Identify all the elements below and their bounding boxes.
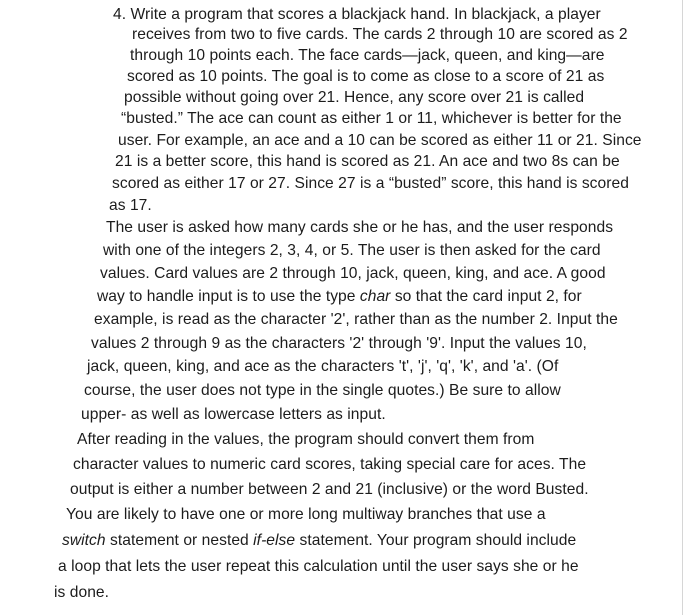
problem-number: 4.: [113, 6, 127, 23]
text-line: switch statement or nested if-else statement. Your program should include: [62, 532, 577, 549]
code-term-switch: switch: [62, 532, 106, 549]
text-line: values. Card values are 2 through 10, jack, queen, king, and ace. A good: [100, 265, 606, 282]
text-line: through 10 points each. The face cards—jack, queen, and king—are: [130, 47, 605, 64]
text-line: output is either a number between 2 and 21 (inclusive) or the word Busted.: [70, 481, 589, 498]
text-line: You are likely to have one or more long multiway branches that use a: [66, 506, 546, 523]
text-line: possible without going over 21. Hence, any score over 21 is called: [124, 89, 585, 106]
text-line: After reading in the values, the program should convert them from: [77, 431, 535, 448]
text-line: 4. Write a program that scores a blackjack hand. In blackjack, a player: [113, 6, 601, 23]
code-term-char: char: [359, 288, 391, 305]
text-line: is done.: [54, 584, 110, 601]
text-line: jack, queen, king, and ace as the characters 't', 'j', 'q', 'k', and 'a'. (Of: [87, 358, 559, 375]
text-line: with one of the integers 2, 3, 4, or 5. The user is then asked for the card: [103, 242, 601, 259]
code-term-if-else: if-else: [253, 532, 296, 549]
text-line: “busted.” The ace can count as either 1 or 11, whichever is better for the: [121, 110, 622, 127]
text-line: a loop that lets the user repeat this calculation until the user says she or he: [58, 558, 579, 575]
text-line: 21 is a better score, this hand is scored as 21. An ace and two 8s can be: [115, 153, 620, 170]
page-edge-divider: [682, 0, 683, 615]
text-line: as 17.: [109, 197, 152, 214]
text-line: course, the user does not type in the single quotes.) Be sure to allow: [84, 382, 561, 399]
text-line: values 2 through 9 as the characters '2' through '9'. Input the values 10,: [91, 335, 587, 352]
text-line: The user is asked how many cards she or he has, and the user responds: [106, 219, 614, 236]
text-line: scored as 10 points. The goal is to come as close to a score of 21 as: [127, 68, 605, 85]
text-line: example, is read as the character '2', rather than as the number 2. Input the: [94, 311, 618, 328]
text-line: character values to numeric card scores, taking special care for aces. The: [73, 456, 587, 473]
text-line: receives from two to five cards. The cards 2 through 10 are scored as 2: [132, 26, 628, 43]
text-line: user. For example, an ace and a 10 can be scored as either 11 or 21. Since: [118, 132, 642, 149]
text-line: scored as either 17 or 27. Since 27 is a “busted” score, this hand is scored: [112, 175, 629, 192]
text-line: way to handle input is to use the type char so that the card input 2, for: [97, 288, 582, 305]
text-line: upper- as well as lowercase letters as input.: [81, 406, 386, 423]
